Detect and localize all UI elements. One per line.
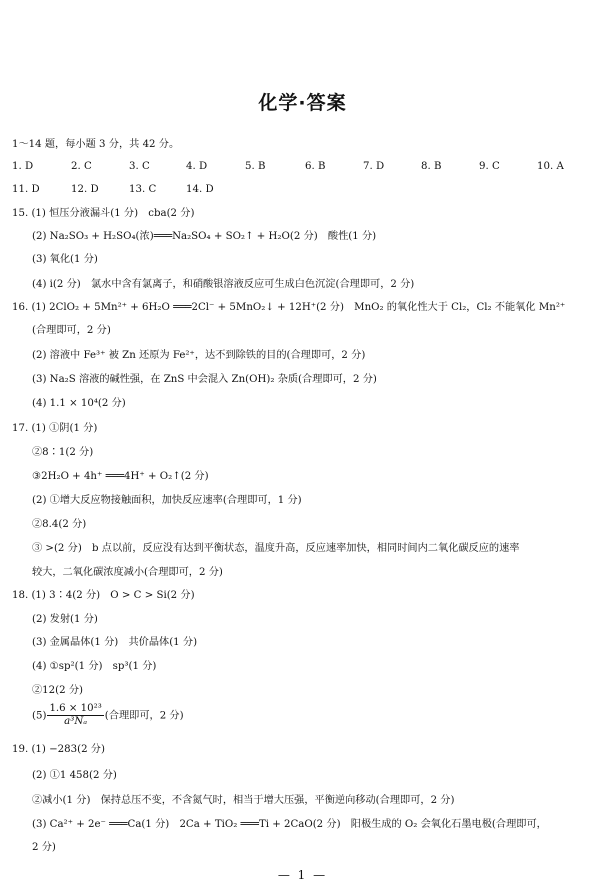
q18-5-fraction: [47, 703, 103, 728]
q18-5-answer: [32, 703, 599, 728]
answer-line: (4) ⅰ(2 分) 氯水中含有氯离子，和硝酸银溶液反应可生成白色沉淀(合理即可，2 分): [32, 279, 415, 290]
mc-answer: 12. D: [71, 184, 99, 195]
answer-line: ③ >(2 分) b 点以前，反应没有达到平衡状态，温度升高，反应速率加快，相同时间内二氧化碳反应的速率: [32, 543, 520, 554]
answer-line: (3) Ca²⁺ + 2e⁻ ═══Ca(1 分) 2Ca + TiO₂ ═══Ti + 2CaO(2 分) 阳极生成的 O₂ 会氧化石墨电极(合理即可，: [32, 819, 547, 830]
answer-line: 15. (1) 恒压分液漏斗(1 分) cba(2 分): [12, 208, 195, 219]
mc-answer: 6. B: [305, 161, 326, 172]
answer-line: ②8∶1(2 分): [32, 447, 94, 458]
mc-answer: 8. B: [421, 161, 442, 172]
answer-line: ③2H₂O + 4h⁺ ═══4H⁺ + O₂↑(2 分): [32, 471, 209, 482]
answer-line: (3) 氧化(1 分): [32, 254, 98, 265]
mc-answer: 13. C: [129, 184, 157, 195]
answer-line: (2) ①增大反应物接触面积，加快反应速率(合理即可，1 分): [32, 495, 302, 506]
page-title: 化学·答案: [258, 92, 347, 114]
q18-5-prefix: (5): [32, 710, 47, 722]
mc-answer: 1. D: [12, 161, 34, 172]
answer-line: (2) ①1 458(2 分): [32, 770, 117, 781]
answer-line: 19. (1) −283(2 分): [12, 744, 105, 755]
answer-line: (3) 金属晶体(1 分) 共价晶体(1 分): [32, 637, 198, 648]
intro-text: 1～14 题，每小题 3 分，共 42 分。: [12, 139, 180, 150]
answer-line: (4) ①sp²(1 分) sp³(1 分): [32, 661, 157, 672]
mc-answers-row-1: [12, 161, 599, 175]
answer-line: (3) Na₂S 溶液的碱性强，在 ZnS 中会混入 Zn(OH)₂ 杂质(合理即可，2 分): [32, 374, 377, 385]
mc-answer: 4. D: [186, 161, 208, 172]
fraction-denominator: a³Nₐ: [64, 716, 88, 727]
mc-answer: 2. C: [71, 161, 92, 172]
q18-5-suffix: (合理即可，2 分): [104, 710, 184, 722]
answer-line: ②减小(1 分) 保持总压不变，不含氮气时，相当于增大压强，平衡逆向移动(合理即可，2 分): [32, 795, 455, 806]
answer-line: (合理即可，2 分): [32, 325, 111, 336]
answer-line: ②8.4(2 分): [32, 519, 87, 530]
mc-answer: 9. C: [479, 161, 500, 172]
mc-answer: 14. D: [186, 184, 214, 195]
mc-answer: 3. C: [129, 161, 150, 172]
answer-line: ②12(2 分): [32, 685, 84, 696]
answer-line: (2) Na₂SO₃ + H₂SO₄(浓)═══Na₂SO₄ + SO₂↑ + H₂O(2 分) 酸性(1 分): [32, 231, 377, 242]
answer-line: 2 分): [32, 842, 56, 853]
answer-line: 17. (1) ①阴(1 分): [12, 423, 98, 434]
fraction-numerator: 1.6 × 10²³: [49, 703, 102, 714]
answer-line: 16. (1) 2ClO₂ + 5Mn²⁺ + 6H₂O ═══2Cl⁻ + 5MnO₂↓ + 12H⁺(2 分) MnO₂ 的氧化性大于 Cl₂，Cl₂ 不能氧化 Mn²⁺: [12, 302, 566, 313]
answer-line: (4) 1.1 × 10⁴(2 分): [32, 398, 126, 409]
answer-line: 18. (1) 3∶4(2 分) O > C > Si(2 分): [12, 590, 195, 601]
mc-answer: 7. D: [363, 161, 385, 172]
mc-answers-row-2: [12, 184, 599, 198]
mc-answer: 10. A: [537, 161, 564, 172]
mc-answer: 5. B: [245, 161, 266, 172]
answer-line: 较大，二氧化碳浓度减小(合理即可，2 分): [32, 567, 223, 578]
mc-answer: 11. D: [12, 184, 40, 195]
answer-line: (2) 溶液中 Fe³⁺ 被 Zn 还原为 Fe²⁺，达不到除铁的目的(合理即可，2 分): [32, 350, 366, 361]
answer-line: (2) 发射(1 分): [32, 614, 98, 625]
page-number: — 1 —: [277, 868, 328, 882]
